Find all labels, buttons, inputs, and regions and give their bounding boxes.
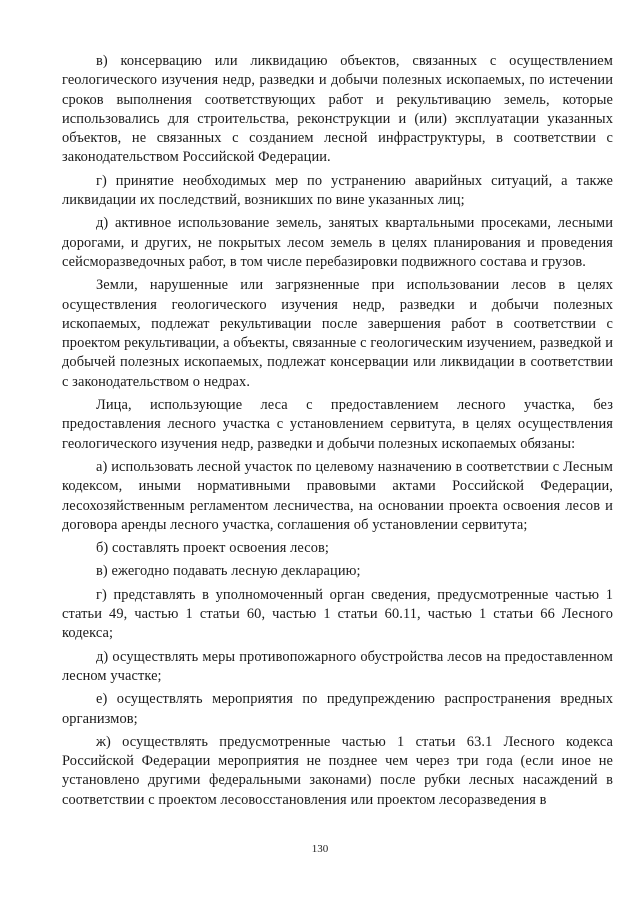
- paragraph: д) осуществлять меры противопожарного обустройства лесов на предоставленном лесном участке;: [62, 648, 613, 684]
- paragraph: в) консервацию или ликвидацию объектов, связанных с осуществлением геологического изучения недр, разведки и добычи полезных ископаемых, по истечении сроков выполнения соответствующих работ и рекультивацию земель, которые использовались для строительства, реконструкции и (или) эксплуатации указанных объектов, не связанных с созданием лесной инфраструктуры, в соответствии с законодательством Российской Федерации.: [62, 53, 613, 166]
- paragraph: Лица, использующие леса с предоставлением лесного участка, без предоставления лесного участка с установлением сервитута, в целях осуществления геологического изучения недр, разведки и добычи полезных ископаемых обязаны:: [62, 397, 613, 452]
- paragraph: е) осуществлять мероприятия по предупреждению распространения вредных организмов;: [62, 691, 613, 727]
- page-number: 130: [311, 843, 329, 855]
- paragraph: г) принятие необходимых мер по устранению аварийных ситуаций, а также ликвидации их последствий, возникших по вине указанных лиц;: [62, 172, 613, 209]
- paragraph: г) представлять в уполномоченный орган сведения, предусмотренные частью 1 статьи 49, частью 1 статьи 60, частью 1 статьи 60.11, частью 1 статьи 66 Лесного кодекса;: [62, 586, 613, 642]
- paragraph: ж) осуществлять предусмотренные частью 1 статьи 63.1 Лесного кодекса Российской Федерации мероприятия не позднее чем через три года (если иное не установлено другими федеральными законами) после рубки лесных насаждений в соответствии с проектом лесовосстановления или проектом лесоразведения в: [62, 733, 613, 808]
- paragraph: Земли, нарушенные или загрязненные при использовании лесов в целях осуществления геологического изучения недр, разведки и добычи полезных ископаемых, подлежат рекультивации после завершения работ в соответствии с проектом рекультивации, а объекты, связанные с геологическим изучением, разведкой и добычей полезных ископаемых, подлежат консервации или ликвидации в соответствии с законодательством о недрах.: [62, 277, 613, 390]
- paragraph: б) составлять проект освоения лесов;: [96, 540, 330, 557]
- document-page: [62, 52, 613, 814]
- paragraph: в) ежегодно подавать лесную декларацию;: [96, 563, 361, 580]
- paragraph: д) активное использование земель, занятых квартальными просеками, лесными дорогами, и других, не покрытых лесом земель в целях планирования и проведения сейсморазведочных работ, в том числе перебазировки подвижного состава и грузов.: [62, 215, 613, 270]
- paragraph: а) использовать лесной участок по целевому назначению в соответствии с Лесным кодексом, иными нормативными правовыми актами Российской Федерации, лесохозяйственным регламентом лесничества, на основании проекта освоения лесов и договора аренды лесного участка, соглашения об установлении сервитута;: [62, 458, 613, 533]
